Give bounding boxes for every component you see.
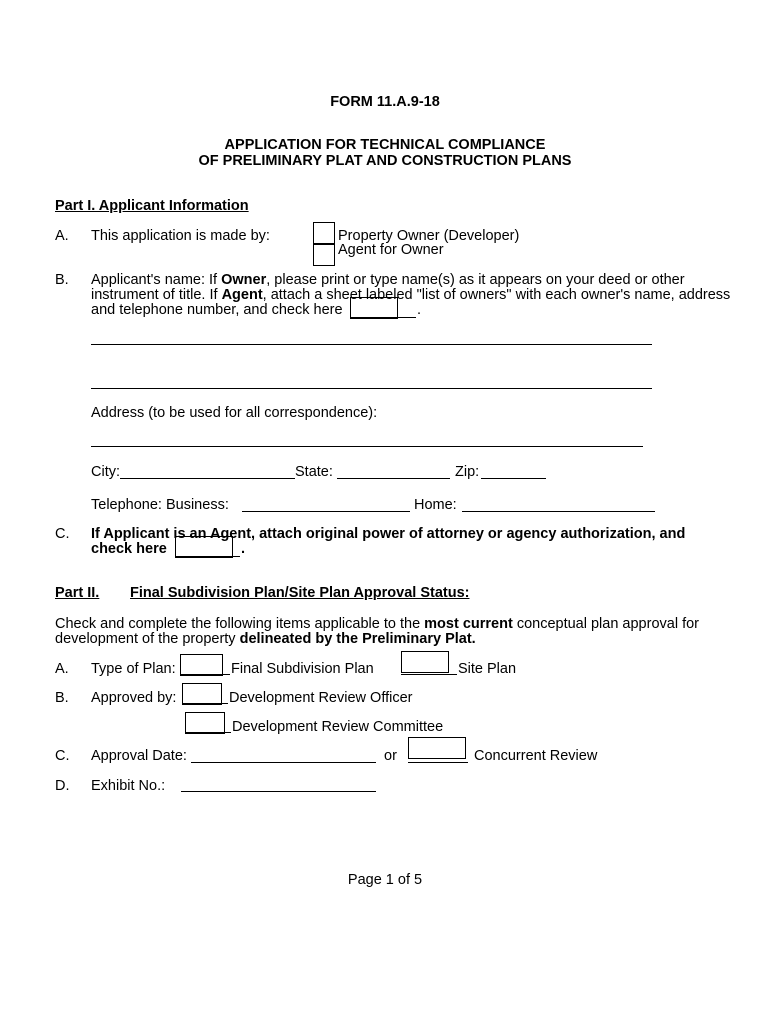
development-review-officer-label: Development Review Officer bbox=[229, 690, 413, 706]
development-review-committee-label: Development Review Committee bbox=[232, 719, 444, 735]
part2-intro-line2: development of the property delineated by the Preliminary Plat. bbox=[55, 631, 476, 647]
part1-c-period: . bbox=[241, 541, 246, 557]
city-field[interactable] bbox=[120, 478, 295, 479]
part1-b-line1: Applicant's name: If Owner, please print or type name(s) as it appears on your deed or other bbox=[91, 272, 685, 288]
title-line-2: OF PRELIMINARY PLAT AND CONSTRUCTION PLANS bbox=[198, 153, 572, 169]
concurrent-review-line bbox=[408, 762, 468, 763]
list-of-owners-line bbox=[350, 317, 416, 318]
site-plan-checkbox[interactable] bbox=[401, 651, 449, 673]
part2-intro-line1: Check and complete the following items applicable to the most current conceptual plan approval for bbox=[55, 616, 700, 632]
concurrent-review-label: Concurrent Review bbox=[474, 748, 598, 764]
exhibit-no-field[interactable] bbox=[181, 791, 376, 792]
part2-heading-label: Part II. bbox=[55, 585, 100, 601]
page-number: Page 1 of 5 bbox=[347, 872, 423, 888]
part2-a-letter: A. bbox=[55, 661, 69, 677]
site-plan-line bbox=[401, 674, 457, 675]
approval-date-field[interactable] bbox=[191, 762, 376, 763]
concurrent-review-checkbox[interactable] bbox=[408, 737, 466, 759]
part2-heading-title: Final Subdivision Plan/Site Plan Approval Status: bbox=[130, 585, 470, 601]
approval-date-label: Approval Date: bbox=[91, 748, 187, 764]
power-of-attorney-checkbox[interactable] bbox=[175, 536, 233, 558]
state-field[interactable] bbox=[337, 478, 450, 479]
or-label: or bbox=[384, 748, 397, 764]
home-phone-field[interactable] bbox=[462, 511, 655, 512]
address-line[interactable] bbox=[91, 446, 643, 447]
part1-a-label: This application is made by: bbox=[91, 228, 270, 244]
development-review-officer-checkbox[interactable] bbox=[182, 683, 222, 705]
business-phone-field[interactable] bbox=[242, 511, 410, 512]
applicant-name-line-2[interactable] bbox=[91, 388, 652, 389]
development-review-officer-line bbox=[182, 703, 228, 704]
title-line-1: APPLICATION FOR TECHNICAL COMPLIANCE bbox=[224, 137, 546, 153]
part1-b-line2: instrument of title. If Agent, attach a sheet labeled "list of owners" with each owner's name, address bbox=[91, 287, 731, 303]
part1-c-line2: check here bbox=[91, 541, 167, 557]
zip-field[interactable] bbox=[481, 478, 546, 479]
final-subdivision-plan-line bbox=[180, 674, 230, 675]
list-of-owners-checkbox[interactable] bbox=[350, 297, 398, 319]
power-of-attorney-line bbox=[175, 556, 240, 557]
part1-b-line3: and telephone number, and check here bbox=[91, 302, 343, 318]
applicant-name-line-1[interactable] bbox=[91, 344, 652, 345]
exhibit-no-label: Exhibit No.: bbox=[91, 778, 166, 794]
final-subdivision-plan-checkbox[interactable] bbox=[180, 654, 223, 676]
development-review-committee-checkbox[interactable] bbox=[185, 712, 225, 734]
home-label: Home: bbox=[414, 497, 457, 513]
option-owner-label: Property Owner (Developer) bbox=[338, 228, 520, 244]
form-number: FORM 11.A.9-18 bbox=[330, 94, 440, 110]
telephone-business-label: Telephone: Business: bbox=[91, 497, 229, 513]
option-agent-label: Agent for Owner bbox=[338, 242, 444, 258]
site-plan-label: Site Plan bbox=[458, 661, 517, 677]
state-label: State: bbox=[295, 464, 333, 480]
city-label: City: bbox=[91, 464, 120, 480]
owner-checkbox[interactable] bbox=[313, 222, 335, 244]
part2-d-letter: D. bbox=[55, 778, 70, 794]
part1-heading: Part I. Applicant Information bbox=[55, 198, 249, 214]
address-label: Address (to be used for all correspondence): bbox=[91, 405, 378, 421]
part2-b-letter: B. bbox=[55, 690, 69, 706]
zip-label: Zip: bbox=[455, 464, 480, 480]
part1-c-letter: C. bbox=[55, 526, 70, 542]
part1-b-line3-period: . bbox=[417, 302, 422, 318]
part2-c-letter: C. bbox=[55, 748, 70, 764]
type-of-plan-label: Type of Plan: bbox=[91, 661, 176, 677]
part1-a-letter: A. bbox=[55, 228, 69, 244]
part1-c-line1: If Applicant is an Agent, attach original power of attorney or agency authorization, and bbox=[91, 526, 686, 542]
agent-checkbox[interactable] bbox=[313, 244, 335, 266]
final-subdivision-plan-label: Final Subdivision Plan bbox=[231, 661, 374, 677]
development-review-committee-line bbox=[185, 732, 231, 733]
part1-b-letter: B. bbox=[55, 272, 69, 288]
approved-by-label: Approved by: bbox=[91, 690, 177, 706]
